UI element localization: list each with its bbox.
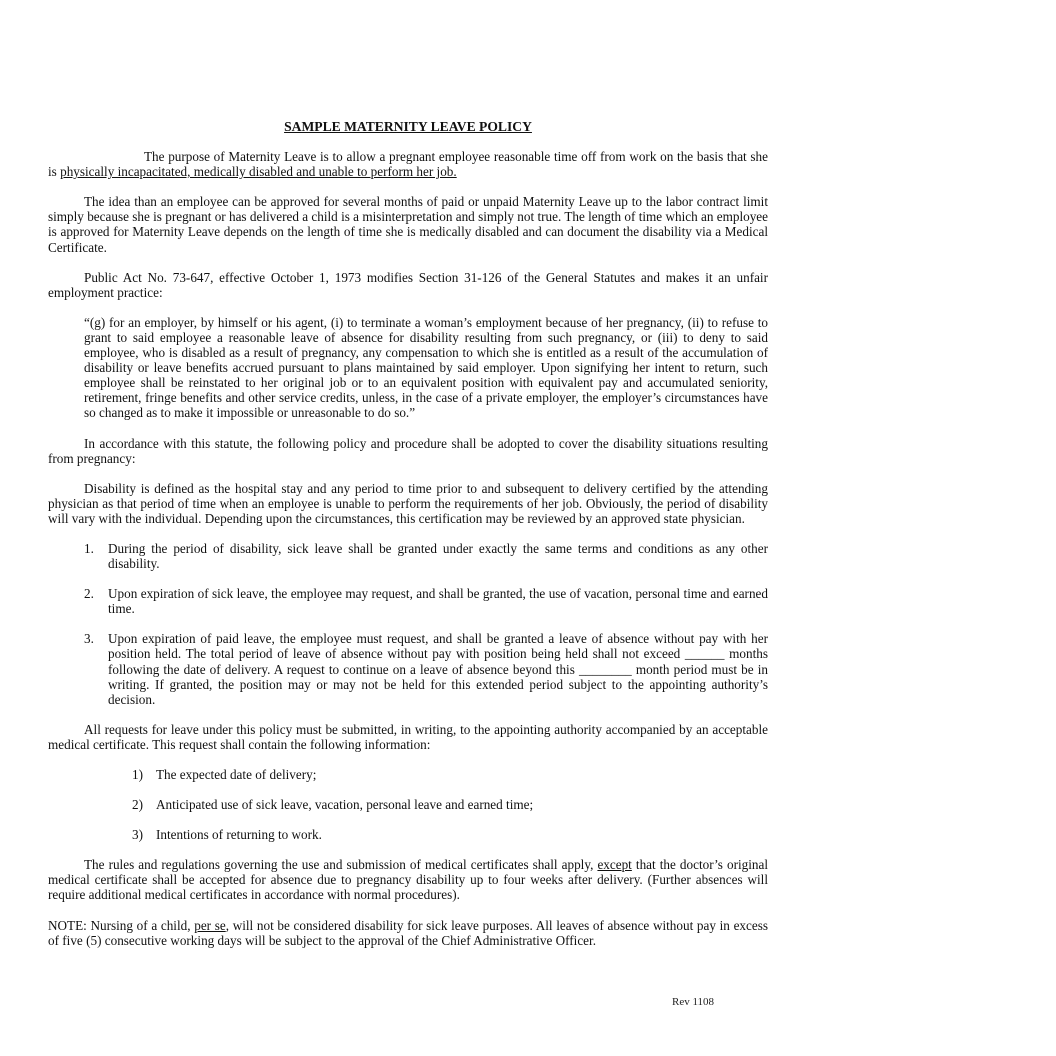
statute-quote: “(g) for an employer, by himself or his agent, (i) to terminate a woman’s employment because of her pregnancy, (ii) to refuse to grant to said employee a reasonable leave of absence for disability resulting from such pregnancy, or (iii) to deny to said employee, who is disabled as a result of pregnancy, any compensation to which she is entitled as a result of the accumulation of disability or leave benefits accrued pursuant to plans maintained by said employer. Upon signifying her intent to return, such employee shall be reinstated to her original job or to an equivalent position with equivalent pay and accumulated seniority, retirement, fringe benefits and other service credits, unless, in the case of a private employer, the employer’s circumstances have so changed as to make it impossible or unreasonable to do so.” bbox=[84, 314, 768, 421]
list-item-text: During the period of disability, sick leave shall be granted under exactly the same terms and conditions as any other disability. bbox=[108, 540, 768, 572]
list-item bbox=[48, 767, 768, 782]
list-item-number: 1) bbox=[132, 767, 143, 782]
document-page bbox=[48, 119, 768, 963]
policy-numbered-list bbox=[48, 541, 768, 707]
requests-paragraph: All requests for leave under this policy must be submitted, in writing, to the appointing authority accompanied by an acceptable medical certificate. This request shall contain the following information: bbox=[48, 721, 768, 752]
rules-paragraph bbox=[48, 857, 768, 902]
idea-paragraph: The idea than an employee can be approved for several months of paid or unpaid Maternity Leave up to the labor contract limit simply because she is pregnant or has delivered a child is a misinterpretation and simply not true. The length of time which an employee is approved for Maternity Leave depends on the length of time she is medically disabled and can document the disability via a Medical Certificate. bbox=[48, 194, 768, 255]
list-item bbox=[48, 586, 768, 616]
rules-text-before: The rules and regulations governing the use and submission of medical certificates shall apply, bbox=[84, 857, 598, 873]
list-item bbox=[48, 827, 768, 842]
note-underlined-text: per se bbox=[194, 917, 226, 933]
disability-definition-paragraph: Disability is defined as the hospital stay and any period to time prior to and subsequent to delivery certified by the attending physician as that period of time when an employee is unable to perform the requirements of her job. Obviously, the period of disability will vary with the individual. Depending upon the circumstances, this certification may be reviewed by an approved state physician. bbox=[48, 480, 768, 526]
rules-underlined-text: except bbox=[597, 857, 632, 873]
document-title: SAMPLE MATERNITY LEAVE POLICY bbox=[284, 119, 532, 134]
note-text-after: , will not be considered disability for sick leave purposes. All leaves of absence without pay in excess of five (5) consecutive working days will be subject to the approval of the Chief Administrative Officer. bbox=[48, 917, 768, 948]
list-item-number: 2. bbox=[84, 586, 94, 602]
request-info-list bbox=[48, 767, 768, 842]
purpose-paragraph bbox=[48, 149, 768, 179]
list-item-text: Upon expiration of paid leave, the employee must request, and shall be granted a leave of absence without pay with her position held. The total period of leave of absence without pay with position being held shall not exceed ______ months following the date of delivery. A request to continue on a leave of absence beyond this ________ month period must be in writing. If granted, the position may or may not be held for this extended period subject to the appointing authority’s decision. bbox=[108, 631, 768, 707]
list-item-number: 1. bbox=[84, 540, 94, 556]
list-item-text: Intentions of returning to work. bbox=[156, 827, 322, 843]
public-act-paragraph: Public Act No. 73-647, effective October 1, 1973 modifies Section 31-126 of the General Statutes and makes it an unfair employment practice: bbox=[48, 269, 768, 300]
list-item-text: Upon expiration of sick leave, the employee may request, and shall be granted, the use of vacation, personal time and earned time. bbox=[108, 586, 768, 617]
purpose-text: The purpose of Maternity Leave is to allow a pregnant employee reasonable time off from work on the basis that she is bbox=[48, 149, 768, 180]
accordance-paragraph: In accordance with this statute, the following policy and procedure shall be adopted to cover the disability situations resulting from pregnancy: bbox=[48, 435, 768, 466]
list-item-text: The expected date of delivery; bbox=[156, 767, 317, 782]
list-item bbox=[48, 631, 768, 706]
revision-label: Rev 1108 bbox=[672, 996, 715, 1008]
purpose-underlined-text: physically incapacitated, medically disabled and unable to perform her job. bbox=[60, 164, 457, 180]
note-paragraph bbox=[48, 918, 768, 948]
list-item-number: 2) bbox=[132, 797, 143, 813]
list-item-text: Anticipated use of sick leave, vacation, personal leave and earned time; bbox=[156, 797, 534, 813]
list-item bbox=[48, 541, 768, 571]
rules-text-after: that the doctor’s original medical certificate shall be accepted for absence due to pregnancy disability up to four weeks after delivery. (Further absences will require additional medical certificates in accordance with normal procedures). bbox=[48, 857, 768, 903]
note-text-before: NOTE: Nursing of a child, bbox=[48, 917, 195, 933]
list-item-number: 3) bbox=[132, 827, 143, 843]
list-item-number: 3. bbox=[84, 631, 94, 647]
list-item bbox=[48, 797, 768, 812]
